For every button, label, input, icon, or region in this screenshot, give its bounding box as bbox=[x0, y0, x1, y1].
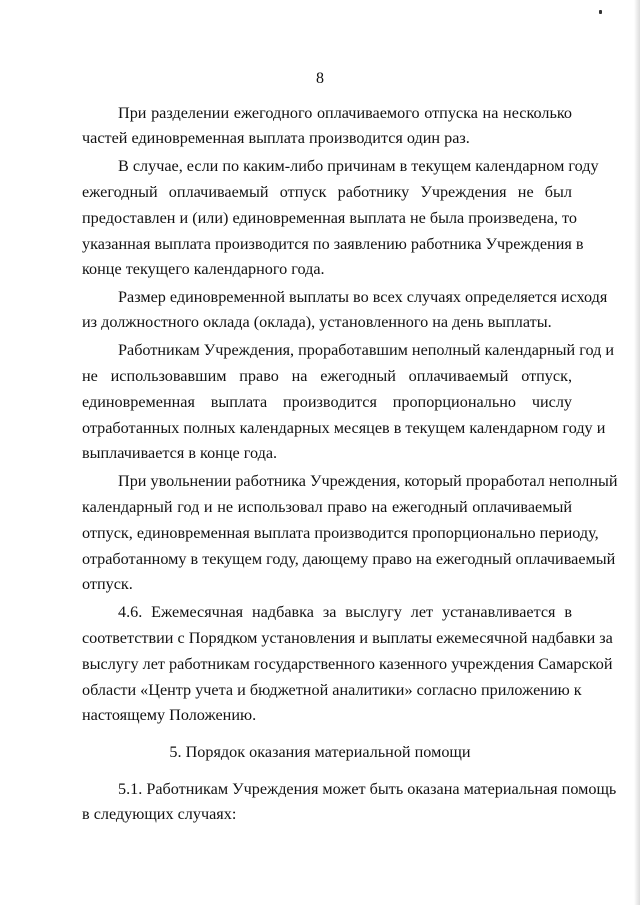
paragraph-line: Работникам Учреждения, проработавшим неполный календарный год и bbox=[118, 341, 615, 359]
paragraph-line: В случае, если по каким-либо причинам в текущем календарном году bbox=[118, 157, 599, 175]
page-number: 8 bbox=[316, 70, 324, 87]
paragraph-line: выслугу лет работникам государственного казенного учреждения Самарской bbox=[82, 655, 613, 673]
page-edge-shadow bbox=[634, 0, 640, 905]
paragraph-line: календарный год и не использовал право на ежегодный оплачиваемый bbox=[82, 498, 572, 516]
section-heading: 5. Порядок оказания материальной помощи bbox=[169, 743, 471, 761]
paragraph-line: в следующих случаях: bbox=[82, 805, 237, 823]
paragraph-line: выплачивается в конце года. bbox=[82, 444, 278, 462]
paragraph-line: единовременная выплата производится пропорционально числу bbox=[82, 393, 572, 411]
paragraph-line: отработанному в текущем году, дающему право на ежегодный оплачиваемый bbox=[82, 550, 616, 568]
paragraph-line: предоставлен и (или) единовременная выплата не была произведена, то bbox=[82, 209, 578, 227]
paragraph-line: 5.1. Работникам Учреждения может быть оказана материальная помощь bbox=[118, 780, 617, 798]
scan-speck bbox=[599, 10, 602, 14]
paragraph-line: Размер единовременной выплаты во всех случаях определяется исходя bbox=[118, 288, 608, 306]
paragraph-line: отработанных полных календарных месяцев в текущем календарном году и bbox=[82, 419, 606, 437]
paragraph-line: указанная выплата производится по заявлению работника Учреждения в bbox=[82, 235, 584, 253]
paragraph-line: из должностного оклада (оклада), установленного на день выплаты. bbox=[82, 313, 552, 331]
paragraph-line: конце текущего календарного года. bbox=[82, 260, 325, 278]
paragraph-line: соответствии с Порядком установления и выплаты ежемесячной надбавки за bbox=[82, 629, 613, 647]
paragraph-line: При разделении ежегодного оплачиваемого отпуска на несколько bbox=[118, 104, 572, 122]
paragraph-line: настоящему Положению. bbox=[82, 706, 257, 724]
paragraph-line: отпуск, единовременная выплата производится пропорционально периоду, bbox=[82, 524, 599, 542]
paragraph-line: частей единовременная выплата производится один раз. bbox=[82, 129, 470, 147]
paragraph-line: области «Центр учета и бюджетной аналитики» согласно приложению к bbox=[82, 681, 582, 699]
paragraph-line: ежегодный оплачиваемый отпуск работнику Учреждения не был bbox=[82, 183, 572, 201]
paragraph-line: отпуск. bbox=[82, 575, 133, 593]
paragraph-line: При увольнении работника Учреждения, который проработал неполный bbox=[118, 472, 618, 490]
paragraph-line: не использовавшим право на ежегодный оплачиваемый отпуск, bbox=[82, 367, 572, 385]
paragraph-line: 4.6. Ежемесячная надбавка за выслугу лет устанавливается в bbox=[118, 603, 572, 621]
